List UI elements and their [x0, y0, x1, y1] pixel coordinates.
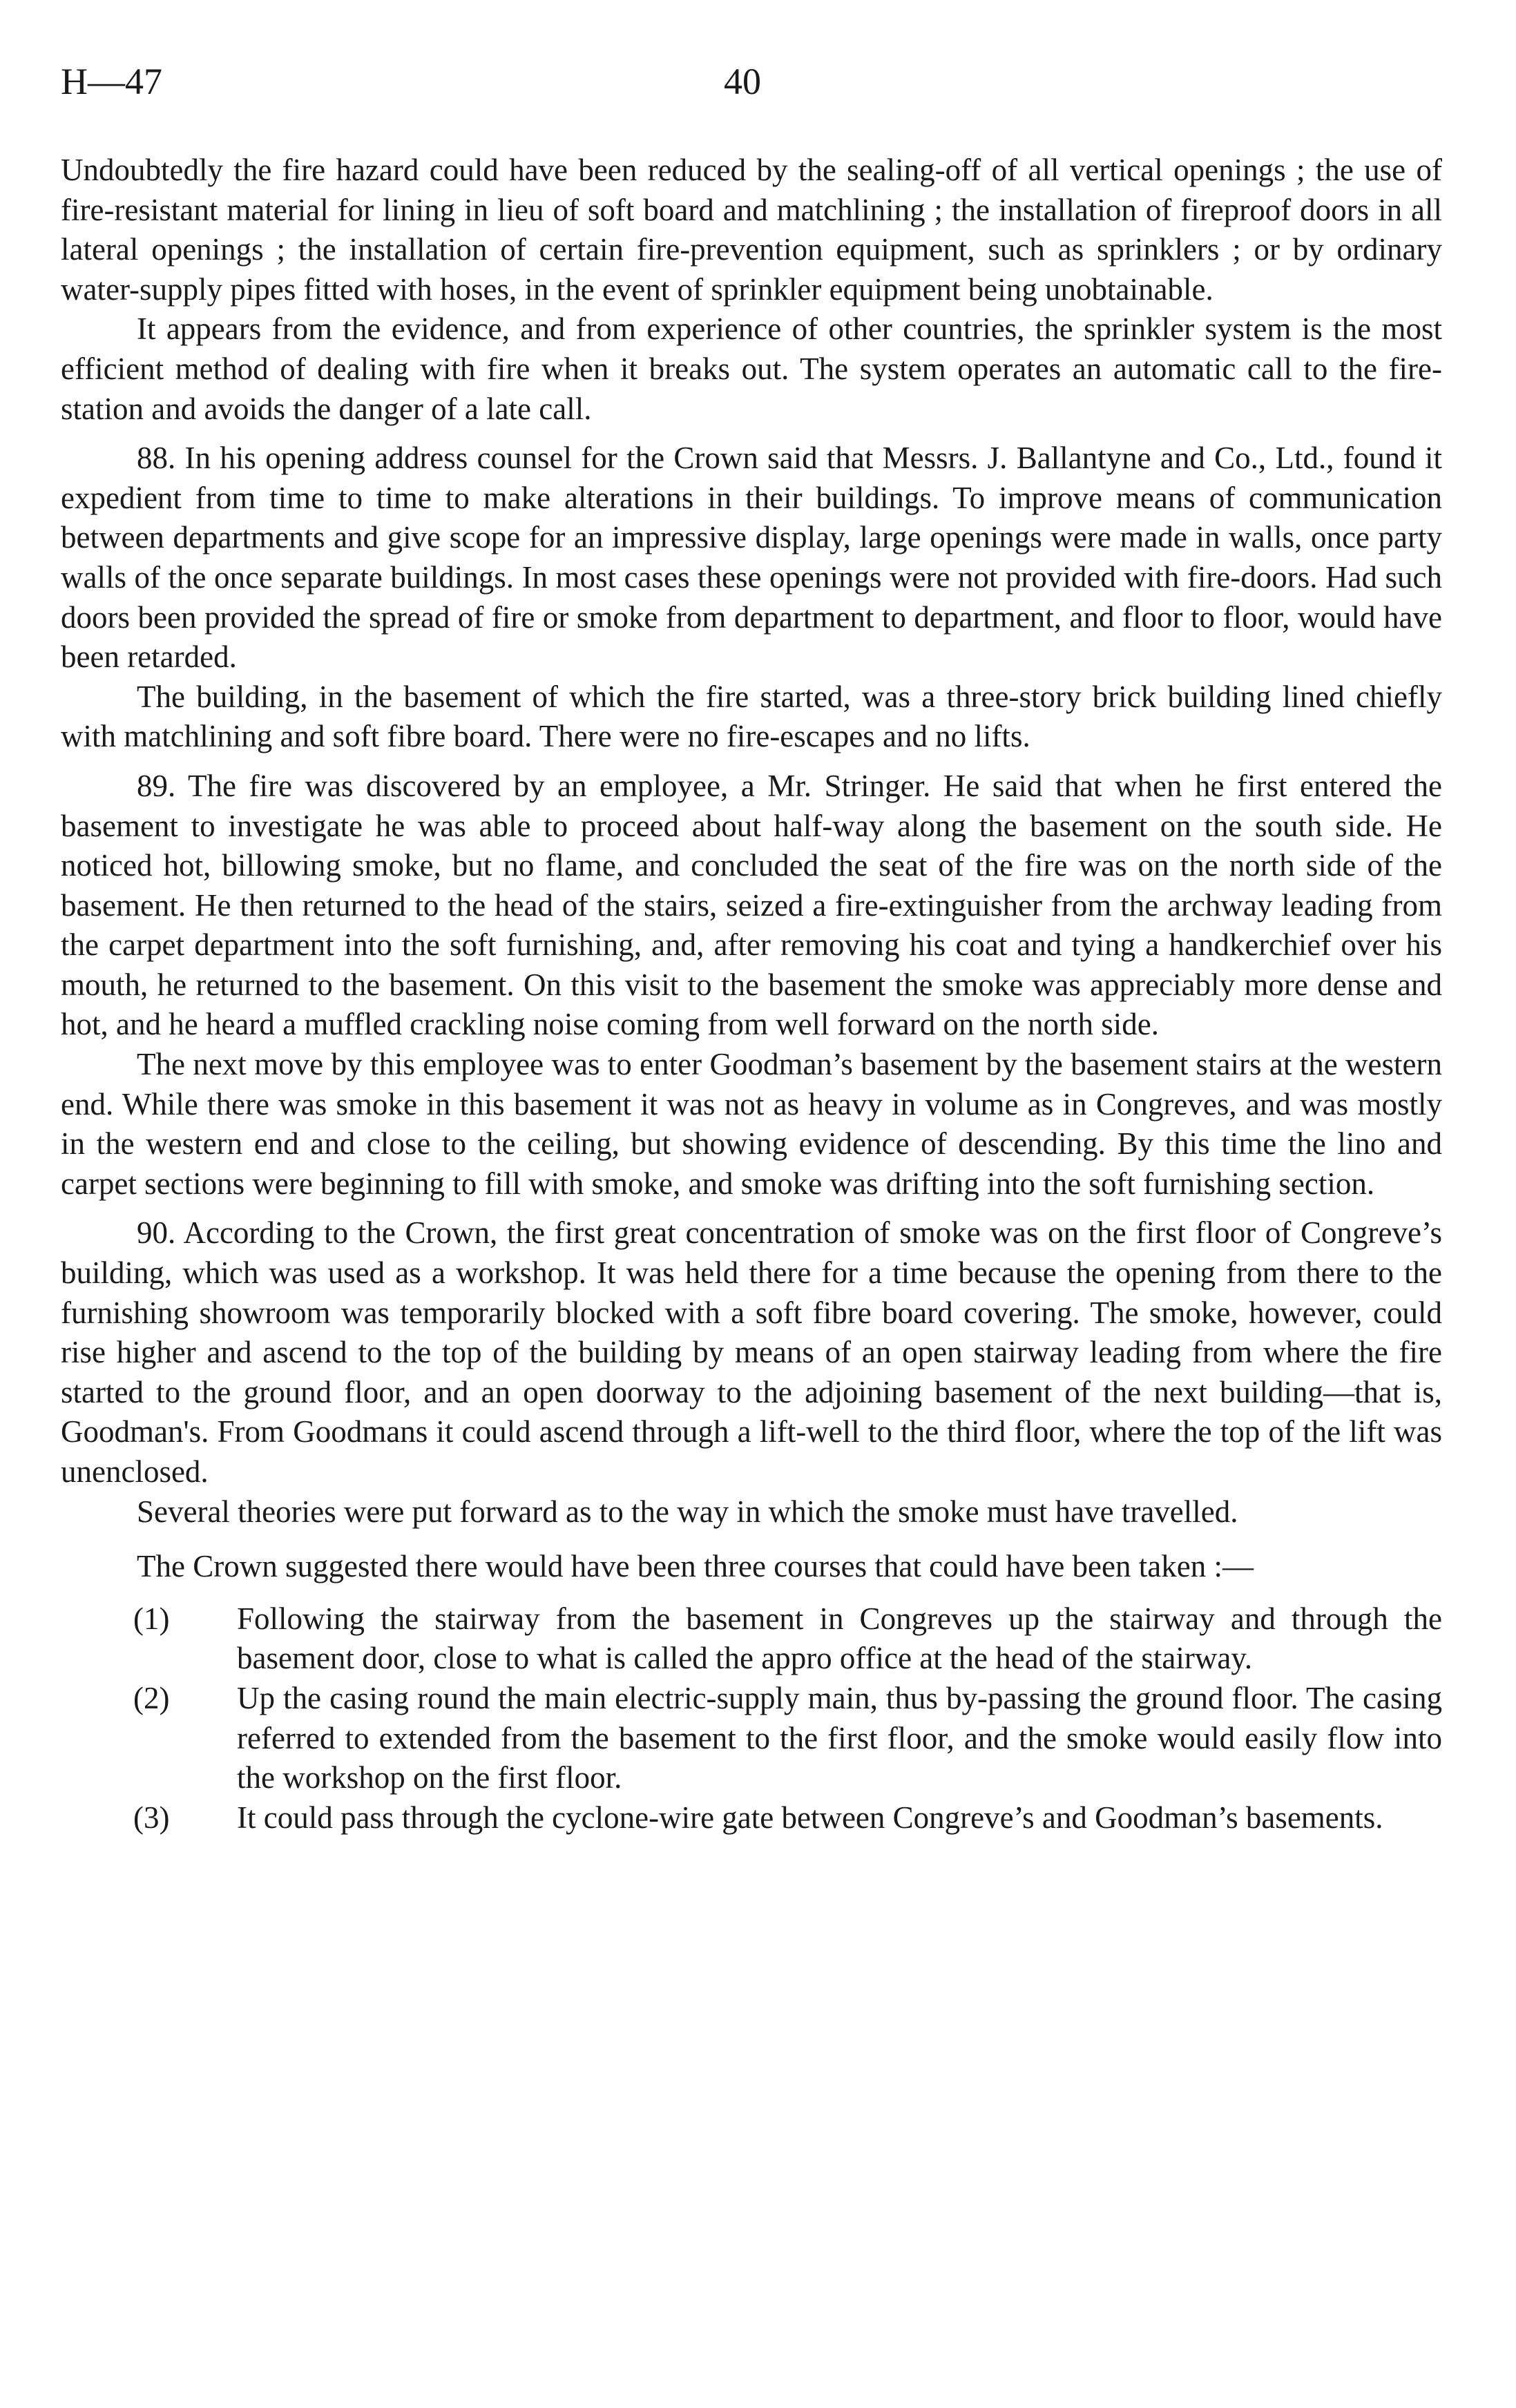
list-item — [61, 1599, 1442, 1679]
list-item — [61, 1679, 1442, 1798]
paragraph-goodmans-basement: The next move by this employee was to enter Goodman’s basement by the basement stairs at the western end. While there was smoke in this basement it was not as heavy in volume as in Congreves, and was mostly in the western end and close to the ceiling, but showing evidence of descending. By this time the lino and carpet sections were beginning to fill with smoke, and smoke was drifting into the soft furnishing section. — [61, 1047, 1442, 1201]
list-item-text: It could pass through the cyclone-wire gate between Congreve’s and Goodman’s basements. — [237, 1800, 1383, 1835]
page-body — [61, 151, 1442, 1838]
page-number: 40 — [724, 61, 761, 102]
list-item-number: (1) — [133, 1601, 170, 1636]
list-item — [61, 1798, 1442, 1838]
paragraph-88-opening-address: 88. In his opening address counsel for the Crown said that Messrs. J. Ballantyne and Co., Ltd., found it expedient from time to time to make alterations in their buildings. To improve means of communication between departments and give scope for an impressive display, large openings were made in walls, once party walls of the once separate buildings. In most cases these openings were not provided with fire-doors. Had such doors been provided the spread of fire or smoke from department to department, and floor to floor, would have been retarded. — [61, 441, 1442, 675]
paragraph-sprinkler-system: It appears from the evidence, and from experience of other countries, the sprinkler system is the most efficient method of dealing with fire when it breaks out. The system operates an automatic call to the fire-station and avoids the danger of a late call. — [61, 311, 1442, 426]
paragraph-theories: Several theories were put forward as to the way in which the smoke must have travelled. — [137, 1494, 1238, 1529]
courses-list — [61, 1599, 1442, 1838]
paragraph-building-description: The building, in the basement of which the fire started, was a three-story brick building lined chiefly with matchlining and soft fibre board. There were no fire-escapes and no lifts. — [61, 679, 1442, 754]
paragraph-fire-hazard: Undoubtedly the fire hazard could have been reduced by the sealing-off of all vertical openings ; the use of fire-resistant material for lining in lieu of soft board and matchlining ; the installation of fireproof doors in all lateral openings ; the installation of certain fire-prevention equipment, such as sprinklers ; or by ordinary water-supply pipes fitted with hoses, in the event of sprinkler equipment being unobtainable. — [61, 153, 1442, 307]
list-item-number: (2) — [133, 1680, 170, 1715]
list-item-text: Up the casing round the main electric-supply main, thus by-passing the ground floor. The casing referred to extended from the basement to the first floor, and the smoke would easily flow into the workshop on the first floor. — [237, 1680, 1442, 1795]
paragraph-three-courses: The Crown suggested there would have been three courses that could have been taken :— — [137, 1549, 1254, 1584]
document-reference: H—47 — [61, 61, 162, 102]
page-header — [61, 54, 1442, 109]
list-item-number: (3) — [133, 1800, 170, 1835]
paragraph-89-fire-discovered: 89. The fire was discovered by an employee, a Mr. Stringer. He said that when he first entered the basement to investigate he was able to proceed about half-way along the basement on the south side. He noticed hot, billowing smoke, but no flame, and concluded the seat of the fire was on the north side of the basement. He then returned to the head of the stairs, seized a fire-extinguisher from the archway leading from the carpet department into the soft furnishing, and, after removing his coat and tying a handkerchief over his mouth, he returned to the basement. On this visit to the basement the smoke was appreciably more dense and hot, and he heard a muffled crackling noise coming from well forward on the north side. — [61, 768, 1442, 1042]
paragraph-90-smoke-concentration: 90. According to the Crown, the first great concentration of smoke was on the first floor of Congreve’s building, which was used as a workshop. It was held there for a time because the opening from there to the furnishing showroom was temporarily blocked with a soft fibre board covering. The smoke, however, could rise higher and ascend to the top of the building by means of an open stairway leading from where the fire started to the ground floor, and an open doorway to the adjoining basement of the next building—that is, Goodman's. From Goodmans it could ascend through a lift-well to the third floor, where the top of the lift was unenclosed. — [61, 1215, 1442, 1489]
list-item-text: Following the stairway from the basement in Congreves up the stairway and through the basement door, close to what is called the appro office at the head of the stairway. — [237, 1601, 1442, 1676]
